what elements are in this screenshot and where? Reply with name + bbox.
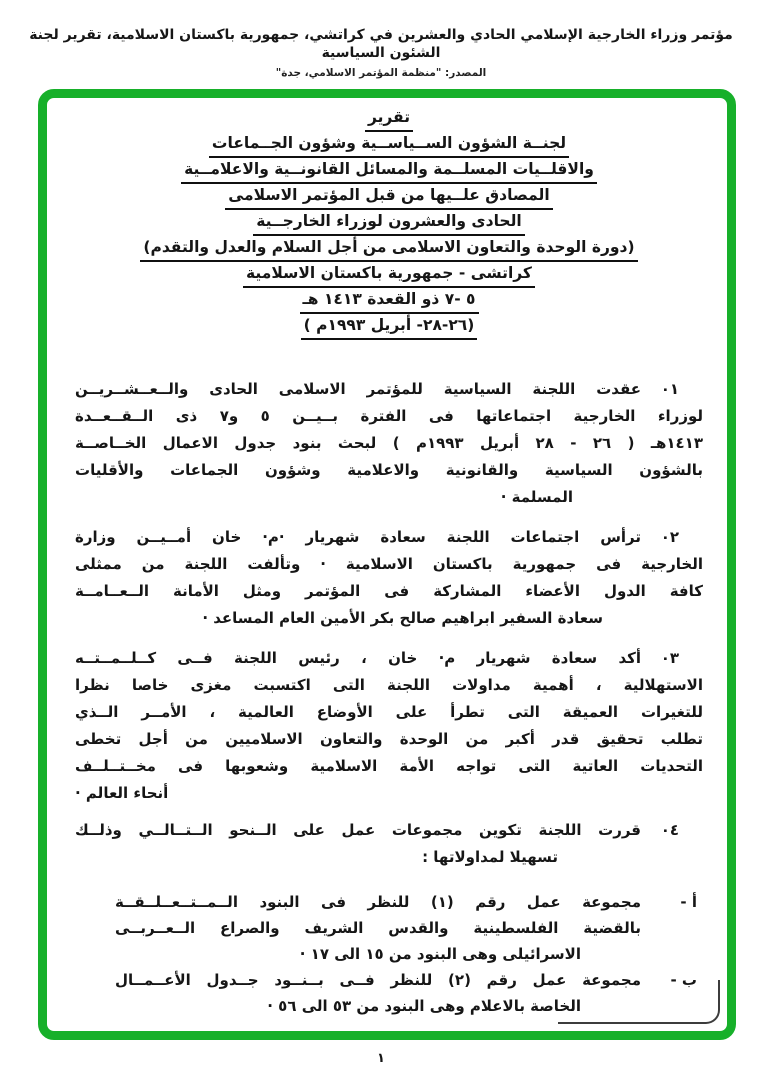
list-marker: ب - (670, 971, 697, 989)
title-row (75, 130, 703, 156)
list-item-line: مجموعة عمل رقم (٢) للنظر فــى بــنــود جــدول الأعــمــال (115, 971, 641, 989)
report-title-line: تقرير (365, 104, 413, 132)
report-title-block (75, 104, 703, 338)
title-row (75, 312, 703, 338)
paragraph-line: لوزراء الخارجية اجتماعاتها فى الفترة بــيــن ٥ و٧ ذى الــقــعــدة (75, 407, 704, 425)
paragraph-01 (75, 376, 703, 511)
title-row (75, 156, 703, 182)
paragraph-line: التحديات العاتية التى تواجه الأمة الاسلامية وشعوبها فى مخــتــلــف (75, 757, 703, 775)
paragraph-line: ١٤١٣هـ ( ٢٦ - ٢٨ أبريل ١٩٩٣م ) لبحث بنود جدول الاعمال الخــاصــة (75, 434, 703, 452)
paragraph-line: سعادة السفير ابراهيم صالح بكر الأمين العام المساعد · (202, 609, 603, 627)
list-item-line: الخاصة بالاعلام وهى البنود من ٥٣ الى ٥٦ · (267, 997, 581, 1015)
title-row (75, 234, 703, 260)
title-row (75, 260, 703, 286)
report-title-line: والاقلــيات المسلــمة والمسائل القانونــية والاعلامــية (181, 156, 597, 184)
header-title: مؤتمر وزراء الخارجية الإسلامي الحادي والعشرين في كراتشي، جمهورية باكستان الاسلامية، تقرير لجنة الشئون السياسية (29, 27, 733, 61)
report-title-line: المصادق علــيها من قبل المؤتمر الاسلامى (225, 182, 552, 210)
paragraph-line: للتغيرات العميقة التى تطرأ على الأوضاع العالمية ، الأمــر الــذي (75, 703, 703, 721)
paragraph-number: ٠٢ (660, 528, 679, 546)
paragraph-line: قررت اللجنة تكوين مجموعات عمل على الــنحو الــتــالــي وذلــك (75, 821, 641, 839)
title-row (75, 208, 703, 234)
title-row (75, 104, 703, 130)
paragraph-line: المسلمة · (500, 488, 573, 506)
paragraph-04 (75, 817, 703, 871)
paragraph-number: ٠١ (660, 380, 679, 398)
paragraph-03 (75, 645, 703, 807)
paragraph-line: الاستهلالية ، أهمية مداولات اللجنة التى اكتسبت مغزى خاصا نظرا (75, 676, 703, 694)
list-item-line: بالقضية الفلسطينية والقدس الشريف والصراع الــعــربــى (115, 919, 641, 937)
report-title-line: (٢٦-٢٨- أبريل ١٩٩٣م ) (301, 312, 478, 340)
report-title-line: لجنــة الشؤون الســياســية وشؤون الجــماعات (209, 130, 569, 158)
list-item-line: مجموعة عمل رقم (١) للنظر فى البنود الــمــتــعــلــقــة (115, 893, 641, 911)
document-header (0, 0, 762, 79)
paragraph-line: ترأس اجتماعات اللجنة سعادة شهريار ·م· خان أمــيــن وزارة (75, 528, 641, 546)
list-marker: أ - (680, 893, 697, 911)
paragraph-line: الخارجية فى جمهورية باكستان الاسلامية · وتألفت اللجنة من ممثلى (75, 555, 703, 573)
paragraph-line: أكد سعادة شهريار م· خان ، رئيس اللجنة فــى كــلــمــتــه (75, 649, 641, 667)
paragraph-line: أنحاء العالم · (75, 784, 169, 802)
paragraph-number: ٠٣ (660, 649, 679, 667)
paragraph-line: عقدت اللجنة السياسية للمؤتمر الاسلامى الحادى والــعــشــريــن (75, 380, 641, 398)
title-row (75, 182, 703, 208)
report-title-line: كراتشى - جمهورية باكستان الاسلامية (243, 260, 535, 288)
paragraph-line: بالشؤون السياسية والقانونية والاعلامية وشؤون الجماعات والأقليات (75, 461, 703, 479)
list-item-line: الاسرائيلى وهى البنود من ١٥ الى ١٧ · (299, 945, 581, 963)
title-row (75, 286, 703, 312)
paragraph-number: ٠٤ (660, 821, 679, 839)
paragraph-02 (75, 524, 703, 632)
scan-border-artifact (558, 980, 720, 1024)
paragraph-line: تسهيلا لمداولاتها : (422, 848, 558, 866)
header-source-line: المصدر: "منظمة المؤتمر الاسلامي، جدة" (275, 67, 487, 79)
report-title-line: الحادى والعشرون لوزراء الخارجــية (253, 208, 524, 236)
page-number: ١ (377, 1051, 385, 1066)
highlight-border-box (38, 89, 736, 1040)
paragraph-line: كافة الدول الأعضاء المشاركة فى المؤتمر ومثل الأمانة الــعــامــة (75, 582, 703, 600)
work-group-item-a (75, 889, 703, 967)
report-title-line: ٥ -٧ ذو القعدة ١٤١٣ هـ (300, 286, 479, 314)
report-title-line: (دورة الوحدة والتعاون الاسلامى من أجل السلام والعدل والتقدم) (140, 234, 637, 262)
paragraph-line: تطلب تحقيق قدر أكبر من الوحدة والتعاون الاسلاميين من أجل تخطى (75, 730, 703, 748)
